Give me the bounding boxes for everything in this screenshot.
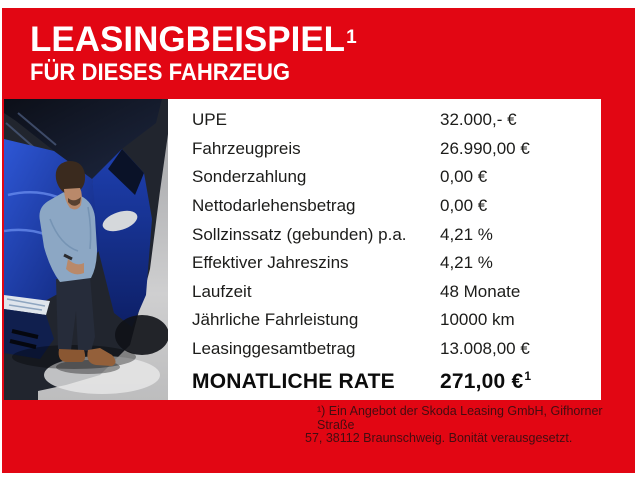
- vehicle-photo-illustration: [4, 99, 168, 400]
- row-value: 32.000,- €: [440, 110, 517, 130]
- row-label: UPE: [192, 110, 227, 130]
- row-label: Laufzeit: [192, 281, 252, 301]
- row-label: Fahrzeugpreis: [192, 138, 301, 158]
- table-row: [192, 163, 601, 192]
- row-value: 4,21 %: [440, 253, 493, 273]
- leasing-pricing-panel: [168, 99, 601, 400]
- vehicle-photo: [4, 99, 168, 400]
- monthly-rate-label: MONATLICHE RATE: [192, 370, 395, 394]
- table-row: [192, 220, 601, 249]
- footnote: [305, 405, 640, 446]
- table-row: [192, 192, 601, 221]
- footnote-line-1: ¹) Ein Angebot der Skoda Leasing GmbH, Gifhorner Straße: [317, 404, 603, 432]
- page-title-text: LEASINGBEISPIEL: [30, 20, 346, 59]
- monthly-rate-value: 271,00 €$^1$: [440, 369, 532, 394]
- row-value: 0,00 €: [440, 196, 488, 216]
- row-value: 26.990,00 €: [440, 138, 530, 158]
- rate-footnote-mark: 1: [524, 369, 532, 384]
- row-value: 13.008,00 €: [440, 339, 530, 359]
- row-label: Nettodarlehensbetrag: [192, 196, 356, 216]
- row-label: Sonderzahlung: [192, 167, 307, 187]
- table-row: [192, 249, 601, 278]
- row-label: Effektiver Jahreszins: [192, 253, 349, 273]
- monthly-rate-row: [192, 365, 601, 399]
- row-label: Leasinggesamtbetrag: [192, 339, 356, 359]
- page-title: [30, 21, 357, 58]
- page-title-footnote-mark: 1: [346, 27, 357, 48]
- footnote-line-2: 57, 38112 Braunschweig. Bonität verausgesetzt.: [305, 431, 573, 445]
- table-row: [192, 106, 601, 135]
- row-value: 10000 km: [440, 310, 515, 330]
- under-car-shadow: [115, 315, 168, 355]
- headline-block: [30, 21, 357, 85]
- row-value: 4,21 %: [440, 224, 493, 244]
- row-value: 48 Monate: [440, 281, 521, 301]
- table-row: [192, 278, 601, 307]
- row-label: Jährliche Fahrleistung: [192, 310, 359, 330]
- page-subtitle: FÜR DIESES FAHRZEUG: [30, 59, 291, 86]
- table-row: [192, 335, 601, 364]
- row-label: Sollzinssatz (gebunden) p.a.: [192, 224, 407, 244]
- table-row: [192, 135, 601, 164]
- row-value: 0,00 €: [440, 167, 488, 187]
- red-background: [2, 8, 635, 473]
- left-boot: [59, 349, 85, 362]
- table-row: [192, 306, 601, 335]
